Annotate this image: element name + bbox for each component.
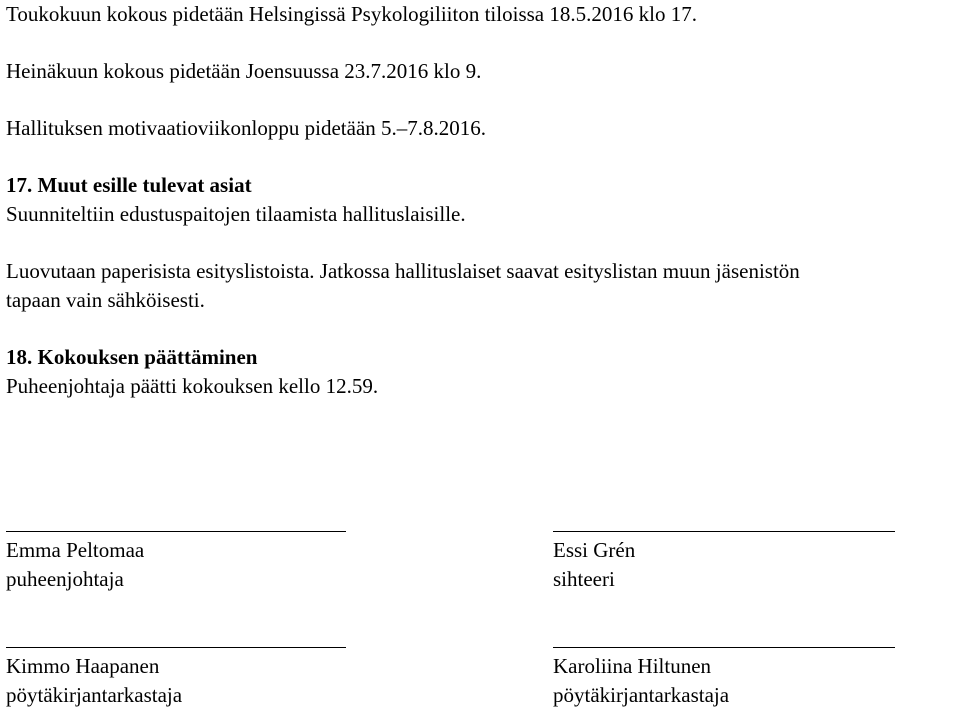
section-17-paragraph-2-line-2: tapaan vain sähköisesti.: [6, 288, 205, 312]
meeting-may-text: Toukokuun kokous pidetään Helsingissä Psykologiliiton tiloissa 18.5.2016 klo 17.: [6, 2, 697, 26]
signatory-role: sihteeri: [553, 567, 615, 591]
section-18-heading: 18. Kokouksen päättäminen: [6, 345, 258, 369]
signatory-name: Essi Grén: [553, 538, 636, 562]
signatory-role: puheenjohtaja: [6, 567, 124, 591]
meeting-july-text: Heinäkuun kokous pidetään Joensuussa 23.7.2016 klo 9.: [6, 59, 482, 83]
signatory-role: pöytäkirjantarkastaja: [6, 683, 183, 707]
section-17-paragraph-2-line-1: Luovutaan paperisista esityslistoista. Jatkossa hallituslaiset saavat esityslistan muun jäsenistön: [6, 259, 800, 283]
signatory-name: Emma Peltomaa: [6, 538, 145, 562]
section-17-paragraph-1: Suunniteltiin edustuspaitojen tilaamista hallituslaisille.: [6, 202, 466, 226]
signature-line: [553, 531, 895, 532]
signatory-role: pöytäkirjantarkastaja: [553, 683, 730, 707]
section-17-heading: 17. Muut esille tulevat asiat: [6, 173, 252, 197]
motivation-weekend-text: Hallituksen motivaatioviikonloppu pidetään 5.–7.8.2016.: [6, 116, 487, 140]
signature-line: [553, 647, 895, 648]
signature-line: [6, 647, 346, 648]
signatory-name: Karoliina Hiltunen: [553, 654, 712, 678]
section-18-text: Puheenjohtaja päätti kokouksen kello 12.59.: [6, 374, 379, 398]
signatory-name: Kimmo Haapanen: [6, 654, 160, 678]
signature-line: [6, 531, 346, 532]
